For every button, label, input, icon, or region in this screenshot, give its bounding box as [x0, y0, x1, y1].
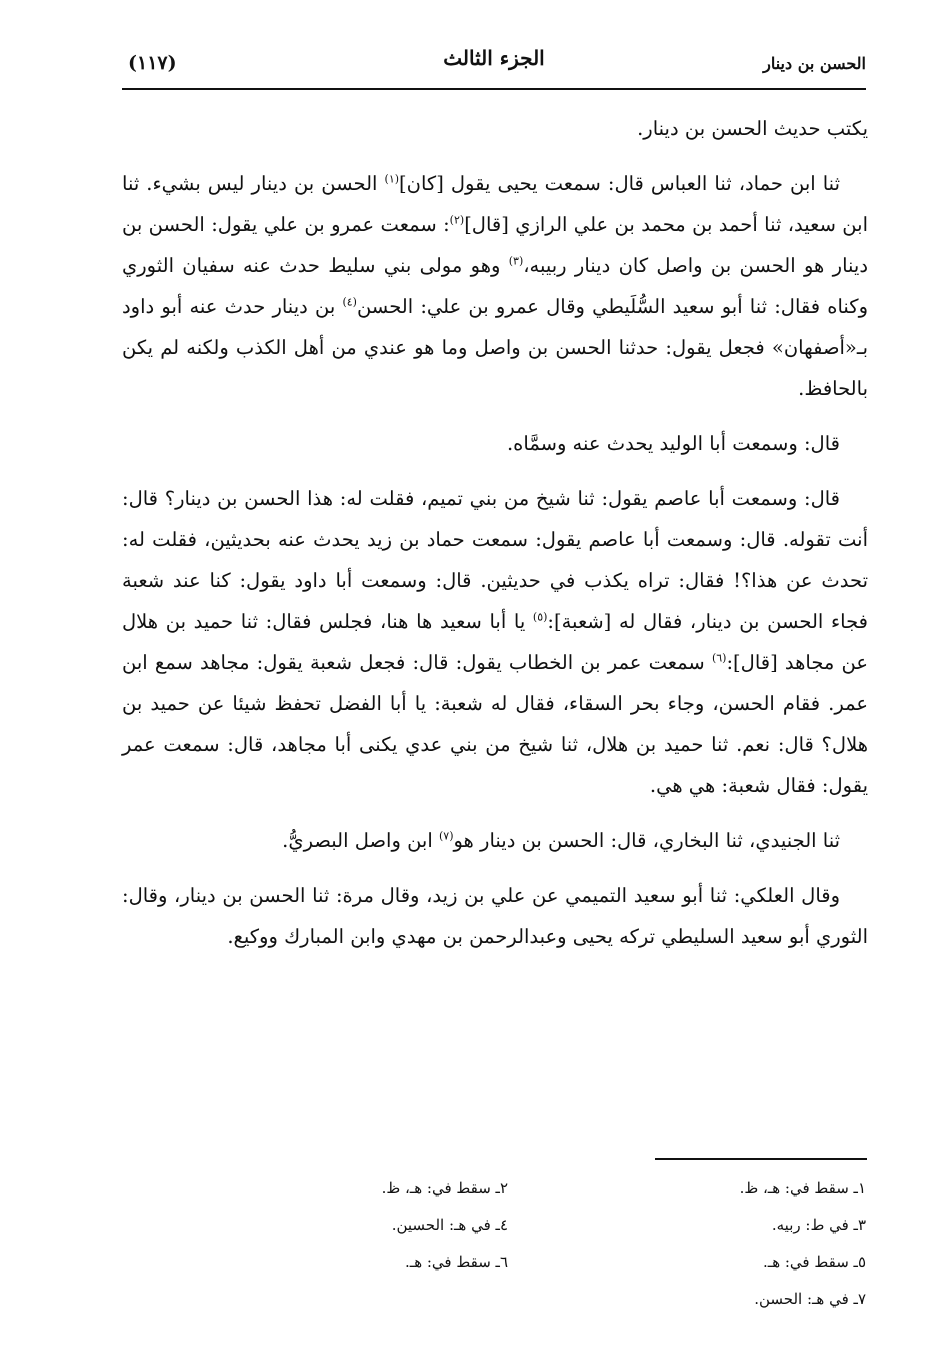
- footnote: ٦ـ سقط في: هـ.: [405, 1253, 508, 1271]
- section-title: الحسن بن دينار: [763, 54, 866, 73]
- footnote: ٢ـ سقط في: هـ، ظ.: [381, 1179, 508, 1197]
- footnote: ٧ـ في هـ: الحسن.: [754, 1290, 866, 1308]
- text-segment: ابن واصل البصريُّ.: [282, 829, 439, 852]
- footnote: ٥ـ سقط في: هـ.: [763, 1253, 866, 1271]
- main-text: [122, 108, 868, 971]
- footnotes: [150, 1170, 866, 1318]
- text-segment: بن دينار حدث عنه أبو داود بـ«أصفهان» فجعل يقول: حدثنا الحسن بن واصل وما هو عندي من أهل الكذب ولكنه لم يكن بالحافظ.: [122, 295, 868, 400]
- text-segment: ثنا ابن حماد، ثنا العباس قال: سمعت يحيى يقول [كان]: [399, 172, 840, 195]
- volume-title: الجزء الثالث: [443, 46, 545, 70]
- text-segment: وقال العلكي: ثنا أبو سعيد التميمي عن علي بن زيد، وقال مرة: ثنا الحسن بن دينار، وقال: الثوري أبو سعيد السليطي تركه يحيى وعبدالرحمن بن مهدي وابن المبارك ووكيع.: [122, 884, 868, 948]
- paragraph: [122, 478, 868, 806]
- footnote-row: [150, 1207, 866, 1244]
- footnote-row: [150, 1170, 866, 1207]
- page-header: [122, 44, 866, 84]
- footnote-marker: (١): [384, 172, 400, 186]
- paragraph: [122, 423, 868, 464]
- text-segment: قال: وسمعت أبا عاصم يقول: ثنا شيخ من بني تميم، فقلت له: هذا الحسن بن دينار؟ قال: أنت تقوله. قال: وسمعت أبا عاصم يقول: سمعت حماد بن زيد يحدث عنه بحديثين، فقلت له: تحدث عن هذا؟! فقال: تراه يكذب في حديثين. قال: وسمعت أبا داود يقول: كنا عند شعبة فجاء الحسن بن دينار، فقال له [شعبة]:: [122, 487, 868, 633]
- header-divider: [122, 88, 866, 90]
- footnote: ٣ـ في ط: ربيه.: [771, 1216, 866, 1234]
- footnote-marker: (٢): [449, 213, 465, 227]
- footnote-marker: (٥): [532, 610, 548, 624]
- footnote-marker: (٦): [711, 651, 727, 665]
- page-number: (١١٧): [128, 52, 177, 74]
- paragraph: [122, 875, 868, 957]
- text-segment: قال: وسمعت أبا الوليد يحدث عنه وسمَّاه.: [506, 432, 840, 455]
- paragraph: [122, 108, 868, 149]
- text-segment: يكتب حديث الحسن بن دينار.: [637, 117, 868, 140]
- text-segment: ثنا الجنيدي، ثنا البخاري، قال: الحسن بن دينار هو: [453, 829, 840, 852]
- footnote-divider: [655, 1158, 867, 1160]
- footnote-row: [150, 1281, 866, 1318]
- footnote-marker: (٧): [438, 829, 454, 843]
- footnote: ٤ـ في هـ: الحسين.: [391, 1216, 508, 1234]
- footnote-marker: (٤): [342, 295, 357, 309]
- paragraph: [122, 820, 868, 861]
- text-segment: وهو مولى بني سليط حدث عنه سفيان الثوري وكناه فقال: ثنا أبو سعيد السُّلَيطي وقال عمرو بن علي: الحسن: [122, 254, 869, 318]
- text-segment: الحسن بن دينار ليس بشيء. ثنا ابن سعيد، ثنا أحمد بن محمد بن علي الرازي [قال]: [122, 172, 868, 236]
- paragraph: [122, 163, 868, 409]
- text-segment: : سمعت عمرو بن علي يقول: الحسن بن دينار هو الحسن بن واصل كان دينار ربيبه،: [122, 213, 869, 277]
- footnote: [150, 1281, 508, 1318]
- footnote-marker: (٣): [508, 254, 524, 268]
- footnote: ١ـ سقط في: هـ، ظ.: [739, 1179, 866, 1197]
- footnote-row: [150, 1244, 866, 1281]
- text-segment: سمعت عمر بن الخطاب يقول: قال: فجعل شعبة يقول: مجاهد سمع ابن عمر. فقام الحسن، وجاء بحر السقاء، فقال له شعبة: يا أبا الفضل تحفظ شيئا عن حميد بن هلال؟ قال: نعم. ثنا حميد بن هلال، ثنا شيخ من بني عدي يكنى أبا مجاهد، قال: سمعت عمر يقول: فقال شعبة: هي هي.: [122, 651, 868, 797]
- text-segment: يا أبا سعيد ها هنا، فجلس فقال: ثنا حميد بن هلال عن مجاهد [قال]:: [122, 610, 868, 674]
